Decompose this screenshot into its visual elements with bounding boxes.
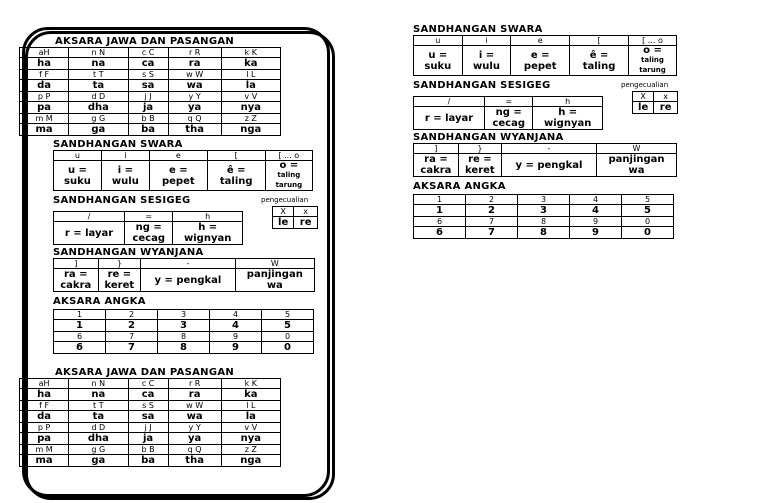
- table-cell: ê = taling: [207, 161, 265, 191]
- table-cell: z Z: [221, 445, 280, 455]
- table-cell: k K: [221, 48, 280, 58]
- table-cell: 4: [570, 205, 622, 217]
- table-cell: r = layar: [54, 222, 125, 245]
- aksara-table: [19, 378, 281, 467]
- table-cell: k K: [221, 379, 280, 389]
- table-cell: 6: [54, 342, 106, 354]
- table-cell: ê = taling: [570, 46, 629, 76]
- table-cell: 3: [518, 205, 570, 217]
- table-cell: la: [221, 80, 280, 92]
- wyanjana-table: [413, 143, 677, 177]
- table-cell: ra = cakra: [54, 269, 99, 292]
- table-cell: -: [501, 144, 596, 154]
- sesigeg-section-right: [413, 80, 678, 130]
- table-cell: X: [273, 207, 294, 217]
- table-cell: 3: [518, 195, 570, 205]
- table-cell: 0: [262, 332, 314, 342]
- swara-section-left: [53, 139, 313, 191]
- table-cell: [ ... o: [265, 151, 312, 161]
- swara-table: [413, 35, 677, 76]
- table-cell: W: [235, 259, 314, 269]
- table-cell: 2: [466, 205, 518, 217]
- table-cell: f F: [20, 401, 69, 411]
- table-cell: ma: [20, 455, 69, 467]
- table-cell: h = wignyan: [173, 222, 243, 245]
- table-cell: y = pengkal: [141, 269, 235, 292]
- table-cell: y = pengkal: [501, 154, 596, 177]
- table-cell: 0: [622, 217, 674, 227]
- sesigeg-title: SANDHANGAN SESIGEG: [53, 195, 191, 206]
- table-cell: c C: [128, 48, 168, 58]
- table-cell: v V: [221, 92, 280, 102]
- table-cell: 2: [466, 195, 518, 205]
- table-cell: ra: [168, 58, 221, 70]
- table-cell: le: [633, 102, 654, 114]
- angka-title: AKSARA ANGKA: [53, 296, 146, 307]
- table-cell: dha: [69, 102, 128, 114]
- table-cell: i: [101, 151, 149, 161]
- wyanjana-table: [53, 258, 315, 292]
- table-cell: na: [69, 389, 128, 401]
- table-cell: wa: [168, 80, 221, 92]
- table-cell: j J: [128, 92, 168, 102]
- table-cell: ba: [128, 455, 168, 467]
- table-cell: 1: [414, 195, 466, 205]
- table-cell: dha: [69, 433, 128, 445]
- table-cell: 1: [54, 320, 106, 332]
- table-cell: ra = cakra: [414, 154, 459, 177]
- table-cell: e = pepet: [149, 161, 207, 191]
- table-cell: m M: [20, 445, 69, 455]
- table-cell: ta: [69, 80, 128, 92]
- table-cell: d D: [69, 92, 128, 102]
- table-cell: p P: [20, 92, 69, 102]
- table-cell: sa: [128, 411, 168, 423]
- table-cell: panjingan wa: [597, 154, 677, 177]
- table-cell: t T: [69, 401, 128, 411]
- table-cell: pa: [20, 102, 69, 114]
- table-cell: ja: [128, 102, 168, 114]
- table-cell: 5: [622, 195, 674, 205]
- table-cell: ng = cecag: [485, 107, 533, 130]
- table-cell: nga: [221, 124, 280, 136]
- table-cell: ha: [20, 58, 69, 70]
- table-cell: u = suku: [414, 46, 463, 76]
- angka-table: [53, 309, 314, 354]
- table-cell: x: [294, 207, 318, 217]
- angka-section-right: [413, 181, 674, 239]
- table-cell: q Q: [168, 114, 221, 124]
- angka-title: AKSARA ANGKA: [413, 181, 506, 192]
- table-cell: w W: [168, 70, 221, 80]
- table-cell: pa: [20, 433, 69, 445]
- table-cell: e: [511, 36, 570, 46]
- table-cell: ka: [221, 58, 280, 70]
- table-cell: 8: [518, 217, 570, 227]
- table-cell: 4: [210, 320, 262, 332]
- table-cell: ng = cecag: [125, 222, 173, 245]
- table-cell: 7: [466, 217, 518, 227]
- table-cell: le: [273, 217, 294, 229]
- table-cell: da: [20, 411, 69, 423]
- table-cell: b B: [128, 114, 168, 124]
- wyanjana-section-left: [53, 247, 315, 292]
- table-cell: ra: [168, 389, 221, 401]
- wyanjana-title: SANDHANGAN WYANJANA: [413, 132, 564, 143]
- table-cell: 8: [158, 332, 210, 342]
- exception-label: pengecualian: [261, 196, 309, 204]
- table-cell: 2: [106, 310, 158, 320]
- table-cell: ma: [20, 124, 69, 136]
- table-cell: u: [414, 36, 463, 46]
- table-cell: ha: [20, 389, 69, 401]
- sesigeg-title: SANDHANGAN SESIGEG: [413, 80, 551, 91]
- table-cell: h: [173, 212, 243, 222]
- exception-table: [632, 91, 678, 114]
- table-cell: 3: [158, 320, 210, 332]
- table-cell: 5: [262, 320, 314, 332]
- table-cell: }: [98, 259, 141, 269]
- table-cell: ba: [128, 124, 168, 136]
- table-cell: j J: [128, 423, 168, 433]
- swara-table: [53, 150, 313, 191]
- table-cell: [: [570, 36, 629, 46]
- table-cell: re = keret: [98, 269, 141, 292]
- exception-label: pengecualian: [621, 81, 669, 89]
- table-cell: 9: [210, 342, 262, 354]
- table-cell: 4: [570, 195, 622, 205]
- table-cell: 7: [466, 227, 518, 239]
- table-cell: 4: [210, 310, 262, 320]
- table-cell: =: [125, 212, 173, 222]
- sesigeg-section-left: [53, 195, 318, 245]
- table-cell: s S: [128, 401, 168, 411]
- table-cell: ]: [414, 144, 459, 154]
- table-cell: ka: [221, 389, 280, 401]
- table-cell: 1: [414, 205, 466, 217]
- table-cell: 9: [570, 227, 622, 239]
- table-cell: -: [141, 259, 235, 269]
- table-cell: n N: [69, 379, 128, 389]
- table-cell: 1: [54, 310, 106, 320]
- table-cell: re: [654, 102, 678, 114]
- table-cell: i = wulu: [462, 46, 511, 76]
- table-cell: }: [458, 144, 501, 154]
- table-cell: ca: [128, 58, 168, 70]
- table-cell: w W: [168, 401, 221, 411]
- table-cell: o = taling tarung: [628, 46, 676, 76]
- aksara-section-top: [19, 36, 281, 136]
- table-cell: e: [149, 151, 207, 161]
- table-cell: 8: [158, 342, 210, 354]
- aksara-table: [19, 47, 281, 136]
- swara-title: SANDHANGAN SWARA: [53, 139, 183, 150]
- table-cell: ja: [128, 433, 168, 445]
- table-cell: tha: [168, 124, 221, 136]
- table-cell: 6: [414, 217, 466, 227]
- table-cell: e = pepet: [511, 46, 570, 76]
- table-cell: l L: [221, 401, 280, 411]
- table-cell: /: [414, 97, 485, 107]
- table-cell: p P: [20, 423, 69, 433]
- table-cell: 7: [106, 332, 158, 342]
- aksara-title: AKSARA JAWA DAN PASANGAN: [55, 36, 235, 47]
- table-cell: c C: [128, 379, 168, 389]
- table-cell: 0: [262, 342, 314, 354]
- table-cell: aH: [20, 48, 69, 58]
- table-cell: 0: [622, 227, 674, 239]
- wyanjana-title: SANDHANGAN WYANJANA: [53, 247, 204, 258]
- table-cell: q Q: [168, 445, 221, 455]
- table-cell: tha: [168, 455, 221, 467]
- table-cell: 5: [622, 205, 674, 217]
- table-cell: x: [654, 92, 678, 102]
- table-cell: t T: [69, 70, 128, 80]
- table-cell: 7: [106, 342, 158, 354]
- table-cell: l L: [221, 70, 280, 80]
- swara-title: SANDHANGAN SWARA: [413, 24, 543, 35]
- table-cell: ga: [69, 124, 128, 136]
- table-cell: 6: [414, 227, 466, 239]
- table-cell: [ ... o: [628, 36, 676, 46]
- table-cell: s S: [128, 70, 168, 80]
- table-cell: u: [54, 151, 102, 161]
- angka-section-left: [53, 296, 314, 354]
- table-cell: re: [294, 217, 318, 229]
- table-cell: ta: [69, 411, 128, 423]
- table-cell: n N: [69, 48, 128, 58]
- table-cell: d D: [69, 423, 128, 433]
- table-cell: 5: [262, 310, 314, 320]
- sesigeg-table: [53, 211, 243, 245]
- table-cell: 8: [518, 227, 570, 239]
- table-cell: 9: [210, 332, 262, 342]
- table-cell: 3: [158, 310, 210, 320]
- table-cell: ya: [168, 102, 221, 114]
- table-cell: m M: [20, 114, 69, 124]
- table-cell: nya: [221, 433, 280, 445]
- table-cell: 9: [570, 217, 622, 227]
- swara-section-right: [413, 24, 677, 76]
- table-cell: i: [462, 36, 511, 46]
- table-cell: f F: [20, 70, 69, 80]
- table-cell: g G: [69, 445, 128, 455]
- table-cell: ]: [54, 259, 99, 269]
- table-cell: nga: [221, 455, 280, 467]
- table-cell: h = wignyan: [533, 107, 603, 130]
- table-cell: ca: [128, 389, 168, 401]
- table-cell: X: [633, 92, 654, 102]
- table-cell: 2: [106, 320, 158, 332]
- table-cell: i = wulu: [101, 161, 149, 191]
- table-cell: =: [485, 97, 533, 107]
- table-cell: W: [597, 144, 677, 154]
- table-cell: nya: [221, 102, 280, 114]
- table-cell: 6: [54, 332, 106, 342]
- table-cell: wa: [168, 411, 221, 423]
- table-cell: z Z: [221, 114, 280, 124]
- table-cell: v V: [221, 423, 280, 433]
- table-cell: la: [221, 411, 280, 423]
- table-cell: panjingan wa: [235, 269, 314, 292]
- table-cell: ya: [168, 433, 221, 445]
- aksara-title: AKSARA JAWA DAN PASANGAN: [55, 367, 235, 378]
- table-cell: ga: [69, 455, 128, 467]
- table-cell: re = keret: [458, 154, 501, 177]
- table-cell: [: [207, 151, 265, 161]
- table-cell: na: [69, 58, 128, 70]
- table-cell: b B: [128, 445, 168, 455]
- exception-table: [272, 206, 318, 229]
- table-cell: da: [20, 80, 69, 92]
- table-cell: r R: [168, 48, 221, 58]
- table-cell: aH: [20, 379, 69, 389]
- aksara-section-bottom: [19, 367, 281, 467]
- table-cell: h: [533, 97, 603, 107]
- table-cell: u = suku: [54, 161, 102, 191]
- table-cell: r R: [168, 379, 221, 389]
- table-cell: o = taling tarung: [265, 161, 312, 191]
- table-cell: r = layar: [414, 107, 485, 130]
- angka-table: [413, 194, 674, 239]
- table-cell: g G: [69, 114, 128, 124]
- table-cell: sa: [128, 80, 168, 92]
- table-cell: y Y: [168, 423, 221, 433]
- sesigeg-table: [413, 96, 603, 130]
- wyanjana-section-right: [413, 132, 677, 177]
- table-cell: y Y: [168, 92, 221, 102]
- table-cell: /: [54, 212, 125, 222]
